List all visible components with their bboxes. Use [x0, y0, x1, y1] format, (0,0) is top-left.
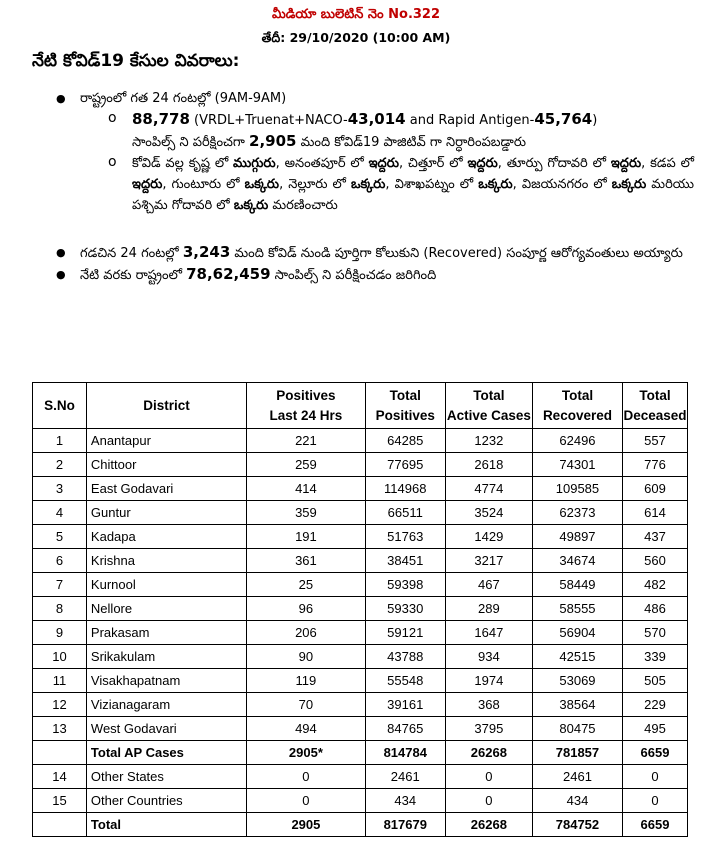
cell-sno: 7 [33, 573, 87, 597]
header-positives-24h: Positives Last 24 Hrs [247, 383, 366, 429]
cell-total-recovered: 58449 [532, 573, 622, 597]
cell-total-positives: 817679 [365, 813, 445, 837]
recovered-count: 3,243 [182, 243, 231, 261]
tested-breakdown-prefix: (VRDL+Truenat+NACO- [189, 113, 348, 128]
table-row [33, 645, 688, 669]
cell-district: Total [86, 813, 246, 837]
cell-positives-24h: 0 [247, 789, 366, 813]
death-count: ఇద్దరు [132, 177, 163, 192]
cell-total-deceased: 482 [623, 573, 688, 597]
cell-total-positives: 51763 [365, 525, 445, 549]
cell-total-positives: 38451 [365, 549, 445, 573]
table-row [33, 477, 688, 501]
cell-total-positives: 114968 [365, 477, 445, 501]
cell-total-recovered: 62496 [532, 429, 622, 453]
samples-count: 78,62,459 [186, 265, 271, 283]
cell-sno: 15 [33, 789, 87, 813]
cell-sno: 4 [33, 501, 87, 525]
positive-prefix: సాంపిల్స్ ని పరీక్షించగా [132, 135, 250, 150]
death-count: ఒక్కరు [478, 177, 513, 192]
header-total-deceased: Total Deceased [623, 383, 688, 429]
death-text-segment: మరియు పశ్చిమ గోదావరి లో [132, 177, 694, 213]
death-text-segment: , అనంతపూర్ లో [275, 156, 369, 171]
cell-active-cases: 26268 [445, 741, 532, 765]
district-cases-table [32, 382, 688, 837]
cell-positives-24h: 221 [247, 429, 366, 453]
cell-positives-24h: 206 [247, 621, 366, 645]
cell-total-deceased: 6659 [623, 741, 688, 765]
cell-active-cases: 1974 [445, 669, 532, 693]
cell-sno: 14 [33, 765, 87, 789]
cell-district: Krishna [86, 549, 246, 573]
cell-district: East Godavari [86, 477, 246, 501]
cell-total-deceased: 505 [623, 669, 688, 693]
cell-positives-24h: 191 [247, 525, 366, 549]
death-count: ఒక్కరు [611, 177, 647, 192]
cell-active-cases: 1429 [445, 525, 532, 549]
tested-breakdown-suffix: ) [592, 113, 598, 128]
cell-active-cases: 467 [445, 573, 532, 597]
cell-sno: 8 [33, 597, 87, 621]
bullet-recovered [54, 242, 694, 264]
table-row [33, 693, 688, 717]
cell-district: West Godavari [86, 717, 246, 741]
bulletin-title: మీడియా బులెటిన్ నెం No.322 [271, 7, 441, 22]
cell-sno: 9 [33, 621, 87, 645]
cell-total-deceased: 570 [623, 621, 688, 645]
cell-total-deceased: 614 [623, 501, 688, 525]
cell-positives-24h: 96 [247, 597, 366, 621]
table-row [33, 621, 688, 645]
cell-active-cases: 1232 [445, 429, 532, 453]
death-text-segment: , చిత్తూర్ లో [398, 156, 468, 171]
cell-total-deceased: 0 [623, 789, 688, 813]
cell-total-positives: 2461 [365, 765, 445, 789]
summary-bullets [54, 88, 694, 286]
header-active-cases: Total Active Cases [445, 383, 532, 429]
cell-total-recovered: 2461 [532, 765, 622, 789]
cell-active-cases: 2618 [445, 453, 532, 477]
table-row [33, 789, 688, 813]
bulletin-date [0, 30, 712, 49]
date-label: తేదీ: [261, 30, 286, 45]
cell-district: Srikakulam [86, 645, 246, 669]
death-text-segment: కోవిడ్ వల్ల కృష్ణ లో [132, 156, 234, 171]
table-row [33, 525, 688, 549]
cell-positives-24h: 2905* [247, 741, 366, 765]
cell-district: Anantapur [86, 429, 246, 453]
cell-active-cases: 0 [445, 789, 532, 813]
table-row [33, 501, 688, 525]
cell-total-positives: 39161 [365, 693, 445, 717]
death-count: ఇద్దరు [368, 156, 399, 171]
cell-positives-24h: 25 [247, 573, 366, 597]
recovered-prefix: గడచిన 24 గంటల్లో [80, 246, 183, 261]
cell-positives-24h: 2905 [247, 813, 366, 837]
cell-district: Kadapa [86, 525, 246, 549]
cell-active-cases: 3217 [445, 549, 532, 573]
cell-total-positives: 59398 [365, 573, 445, 597]
cell-positives-24h: 90 [247, 645, 366, 669]
death-text-segment: , తూర్పు గోదావరి లో [497, 156, 611, 171]
death-text-segment: , గుంటూరు లో [162, 177, 245, 192]
death-text-segment: మరణించారు [268, 198, 338, 213]
cell-total-recovered: 434 [532, 789, 622, 813]
cell-total-deceased: 229 [623, 693, 688, 717]
table-row [33, 597, 688, 621]
cell-active-cases: 368 [445, 693, 532, 717]
death-text-segment: , విజయనగరం లో [512, 177, 612, 192]
cell-district: Vizianagaram [86, 693, 246, 717]
cell-total-recovered: 34674 [532, 549, 622, 573]
cell-district: Nellore [86, 597, 246, 621]
bullet-tested-details [106, 109, 694, 153]
cell-total-recovered: 58555 [532, 597, 622, 621]
cell-district: Other States [86, 765, 246, 789]
cell-total-positives: 84765 [365, 717, 445, 741]
cell-total-positives: 64285 [365, 429, 445, 453]
cell-active-cases: 3795 [445, 717, 532, 741]
samples-suffix: సాంపిల్స్ ని పరీక్షించడం జరిగింది [270, 268, 437, 283]
cell-district: Kurnool [86, 573, 246, 597]
table-row [33, 669, 688, 693]
table-row [33, 717, 688, 741]
table-row [33, 813, 688, 837]
cell-sno [33, 813, 87, 837]
recovered-suffix: మంది కోవిడ్ నుండి పూర్తిగా కోలుకుని (Recovered) సంపూర్ణ ఆరోగ్యవంతులు అయ్యారు [230, 246, 683, 261]
cell-positives-24h: 414 [247, 477, 366, 501]
death-count: ఒక్కరు [233, 198, 269, 213]
cell-district: Other Countries [86, 789, 246, 813]
death-count: ముగ్గురు [233, 156, 276, 171]
tested-intro-text: రాష్ట్రంలో గత 24 గంటల్లో (9AM-9AM) [80, 91, 287, 106]
cell-total-recovered: 42515 [532, 645, 622, 669]
bullet-deaths [106, 153, 694, 216]
cell-sno: 6 [33, 549, 87, 573]
cell-district: Chittoor [86, 453, 246, 477]
cell-sno: 1 [33, 429, 87, 453]
cell-total-positives: 814784 [365, 741, 445, 765]
table-row [33, 453, 688, 477]
cell-total-recovered: 62373 [532, 501, 622, 525]
cell-total-deceased: 6659 [623, 813, 688, 837]
cell-total-positives: 66511 [365, 501, 445, 525]
header-total-recovered: Total Recovered [532, 383, 622, 429]
bullet-tested-intro [54, 88, 694, 109]
cell-positives-24h: 0 [247, 765, 366, 789]
header-district: District [86, 383, 246, 429]
cell-positives-24h: 119 [247, 669, 366, 693]
cell-total-recovered: 56904 [532, 621, 622, 645]
positive-count: 2,905 [249, 132, 297, 150]
cell-total-deceased: 609 [623, 477, 688, 501]
header-total-positives: Total Positives [365, 383, 445, 429]
cell-active-cases: 289 [445, 597, 532, 621]
cell-active-cases: 0 [445, 765, 532, 789]
cell-total-recovered: 53069 [532, 669, 622, 693]
table-row [33, 429, 688, 453]
cell-sno: 3 [33, 477, 87, 501]
table-row [33, 573, 688, 597]
cell-district: Prakasam [86, 621, 246, 645]
cell-sno: 12 [33, 693, 87, 717]
cell-active-cases: 1647 [445, 621, 532, 645]
deaths-text [132, 153, 694, 216]
cell-sno: 10 [33, 645, 87, 669]
cell-active-cases: 4774 [445, 477, 532, 501]
cell-total-positives: 43788 [365, 645, 445, 669]
death-text-segment: , నెల్లూరు లో [279, 177, 351, 192]
cell-total-positives: 434 [365, 789, 445, 813]
tested-naco-count: 43,014 [347, 110, 406, 128]
cell-total-deceased: 776 [623, 453, 688, 477]
cell-total-deceased: 437 [623, 525, 688, 549]
cell-district: Visakhapatnam [86, 669, 246, 693]
cell-total-recovered: 784752 [532, 813, 622, 837]
table-header-row [33, 383, 688, 429]
tested-rapid-count: 45,764 [534, 110, 593, 128]
cell-sno: 5 [33, 525, 87, 549]
death-count: ఒక్కరు [244, 177, 280, 192]
cell-positives-24h: 361 [247, 549, 366, 573]
cell-total-deceased: 0 [623, 765, 688, 789]
cell-total-deceased: 339 [623, 645, 688, 669]
cell-total-positives: 55548 [365, 669, 445, 693]
death-count: ఒక్కరు [350, 177, 386, 192]
cell-positives-24h: 359 [247, 501, 366, 525]
cell-sno: 13 [33, 717, 87, 741]
cell-total-recovered: 109585 [532, 477, 622, 501]
death-text-segment: , కడప లో [641, 156, 694, 171]
cell-active-cases: 3524 [445, 501, 532, 525]
cell-sno: 11 [33, 669, 87, 693]
cell-total-recovered: 38564 [532, 693, 622, 717]
tested-count: 88,778 [132, 110, 190, 128]
bullet-samples [54, 264, 694, 286]
table-row [33, 549, 688, 573]
death-text-segment: , విశాఖపట్నం లో [385, 177, 479, 192]
positive-suffix: మంది కోవిడ్19 పాజిటివ్ గా నిర్ధారింపబడ్డారు [296, 135, 527, 150]
cell-positives-24h: 494 [247, 717, 366, 741]
cell-total-positives: 59330 [365, 597, 445, 621]
cell-total-recovered: 74301 [532, 453, 622, 477]
table-row [33, 741, 688, 765]
cell-total-deceased: 495 [623, 717, 688, 741]
cell-active-cases: 934 [445, 645, 532, 669]
cell-total-positives: 77695 [365, 453, 445, 477]
death-count: ఇద్దరు [467, 156, 498, 171]
table-row [33, 765, 688, 789]
cell-total-recovered: 80475 [532, 717, 622, 741]
section-heading: నేటి కోవిడ్19 కేసుల వివరాలు: [32, 51, 240, 71]
cell-total-positives: 59121 [365, 621, 445, 645]
cell-total-recovered: 781857 [532, 741, 622, 765]
cell-total-recovered: 49897 [532, 525, 622, 549]
cell-total-deceased: 560 [623, 549, 688, 573]
cell-sno: 2 [33, 453, 87, 477]
cell-positives-24h: 70 [247, 693, 366, 717]
cell-total-deceased: 486 [623, 597, 688, 621]
cell-active-cases: 26268 [445, 813, 532, 837]
cell-sno [33, 741, 87, 765]
cell-district: Total AP Cases [86, 741, 246, 765]
header-sno: S.No [33, 383, 87, 429]
cell-total-deceased: 557 [623, 429, 688, 453]
death-count: ఇద్దరు [610, 156, 642, 171]
cell-district: Guntur [86, 501, 246, 525]
cell-positives-24h: 259 [247, 453, 366, 477]
samples-prefix: నేటి వరకు రాష్ట్రంలో [80, 268, 187, 283]
tested-breakdown-mid: and Rapid Antigen- [405, 113, 535, 128]
date-value: 29/10/2020 (10:00 AM) [289, 30, 451, 45]
